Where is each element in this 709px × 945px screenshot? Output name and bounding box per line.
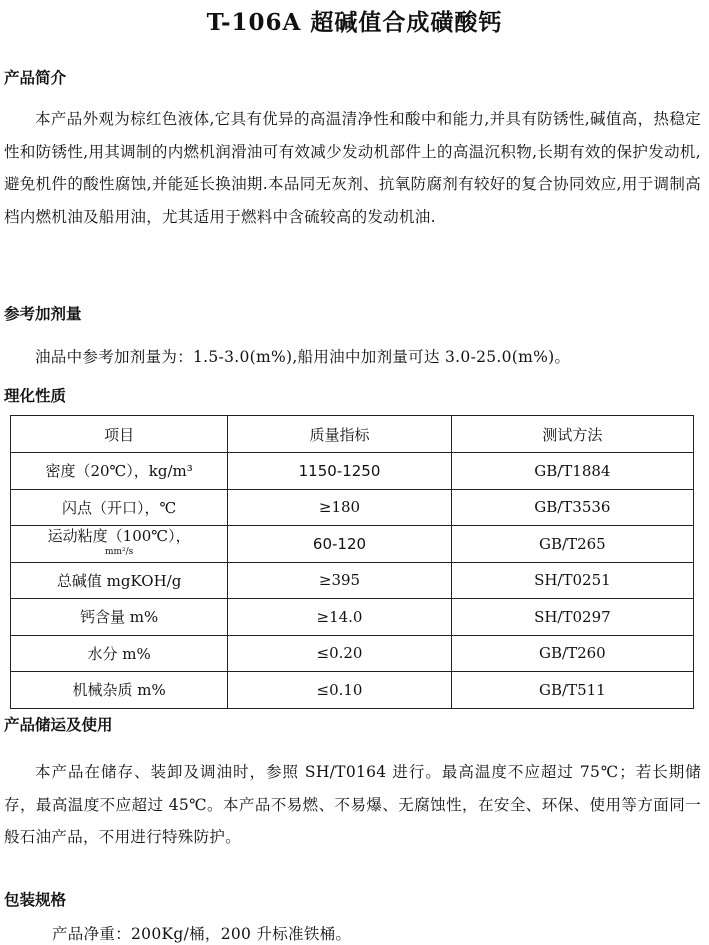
table-row <box>11 599 694 636</box>
cell-method: GB/T260 <box>451 635 693 672</box>
properties-table <box>10 415 694 709</box>
table-row <box>11 526 694 563</box>
cell-item: 闪点（开口），℃ <box>11 489 228 526</box>
cell-spec: ≥180 <box>228 489 451 526</box>
column-header-spec: 质量指标 <box>228 416 451 453</box>
cell-spec: ≤0.10 <box>228 672 451 709</box>
cell-method: SH/T0251 <box>451 562 693 599</box>
table-row <box>11 672 694 709</box>
packaging-paragraph: 产品净重：200Kg/桶，200 升标准铁桶。 <box>52 925 352 943</box>
cell-item: 密度（20℃），kg/m³ <box>11 453 228 490</box>
cell-item-unit: mm²/s <box>104 546 134 557</box>
section-heading-dosage: 参考加剂量 <box>4 305 82 323</box>
column-header-method: 测试方法 <box>451 416 693 453</box>
cell-spec: ≥14.0 <box>228 599 451 636</box>
cell-method: GB/T1884 <box>451 453 693 490</box>
intro-paragraph: 本产品外观为棕红色液体,它具有优异的高温清净性和酸中和能力,并具有防锈性,碱值高，热稳定性和防锈性,用其调制的内燃机润滑油可有效减少发动机部件上的高温沉积物,长期有效的保护发动机,避免机件的酸性腐蚀,并能延长换油期.本品同无灰剂、抗氧防腐剂有较好的复合协同效应,用于调制高档内燃机油及船用油，尤其适用于燃料中含硫较高的发动机油. <box>4 110 701 226</box>
cell-spec: 1150-1250 <box>228 453 451 490</box>
table-row <box>11 562 694 599</box>
cell-spec: ≤0.20 <box>228 635 451 672</box>
section-heading-storage: 产品储运及使用 <box>4 716 113 734</box>
cell-method: SH/T0297 <box>451 599 693 636</box>
cell-item: 水分 m% <box>11 635 228 672</box>
cell-item-main: 运动粘度（100℃）， <box>47 526 191 545</box>
cell-method: GB/T3536 <box>451 489 693 526</box>
document-title: T-106A 超碱值合成磺酸钙 <box>206 9 503 36</box>
table-row <box>11 453 694 490</box>
cell-item: 机械杂质 m% <box>11 672 228 709</box>
column-header-item: 项目 <box>11 416 228 453</box>
section-heading-packaging: 包装规格 <box>4 891 67 909</box>
dosage-paragraph: 油品中参考加剂量为：1.5-3.0(m%),船用油中加剂量可达 3.0-25.0(m%)。 <box>35 348 571 366</box>
storage-paragraph: 本产品在储存、装卸及调油时，参照 SH/T0164 进行。最高温度不应超过 75℃；若长期储存，最高温度不应超过 45℃。本产品不易燃、不易爆、无腐蚀性，在安全、环保、使用等方面同一般石油产品，不用进行特殊防护。 <box>4 763 701 846</box>
table-row <box>11 489 694 526</box>
cell-item: 钙含量 m% <box>11 599 228 636</box>
cell-spec: ≥395 <box>228 562 451 599</box>
table-row <box>11 635 694 672</box>
cell-method: GB/T265 <box>451 526 693 563</box>
table-header-row <box>11 416 694 453</box>
cell-item: 总碱值 mgKOH/g <box>11 562 228 599</box>
cell-spec: 60-120 <box>228 526 451 563</box>
section-heading-intro: 产品简介 <box>4 69 67 87</box>
cell-item <box>11 526 228 563</box>
cell-method: GB/T511 <box>451 672 693 709</box>
section-heading-properties: 理化性质 <box>4 387 67 405</box>
